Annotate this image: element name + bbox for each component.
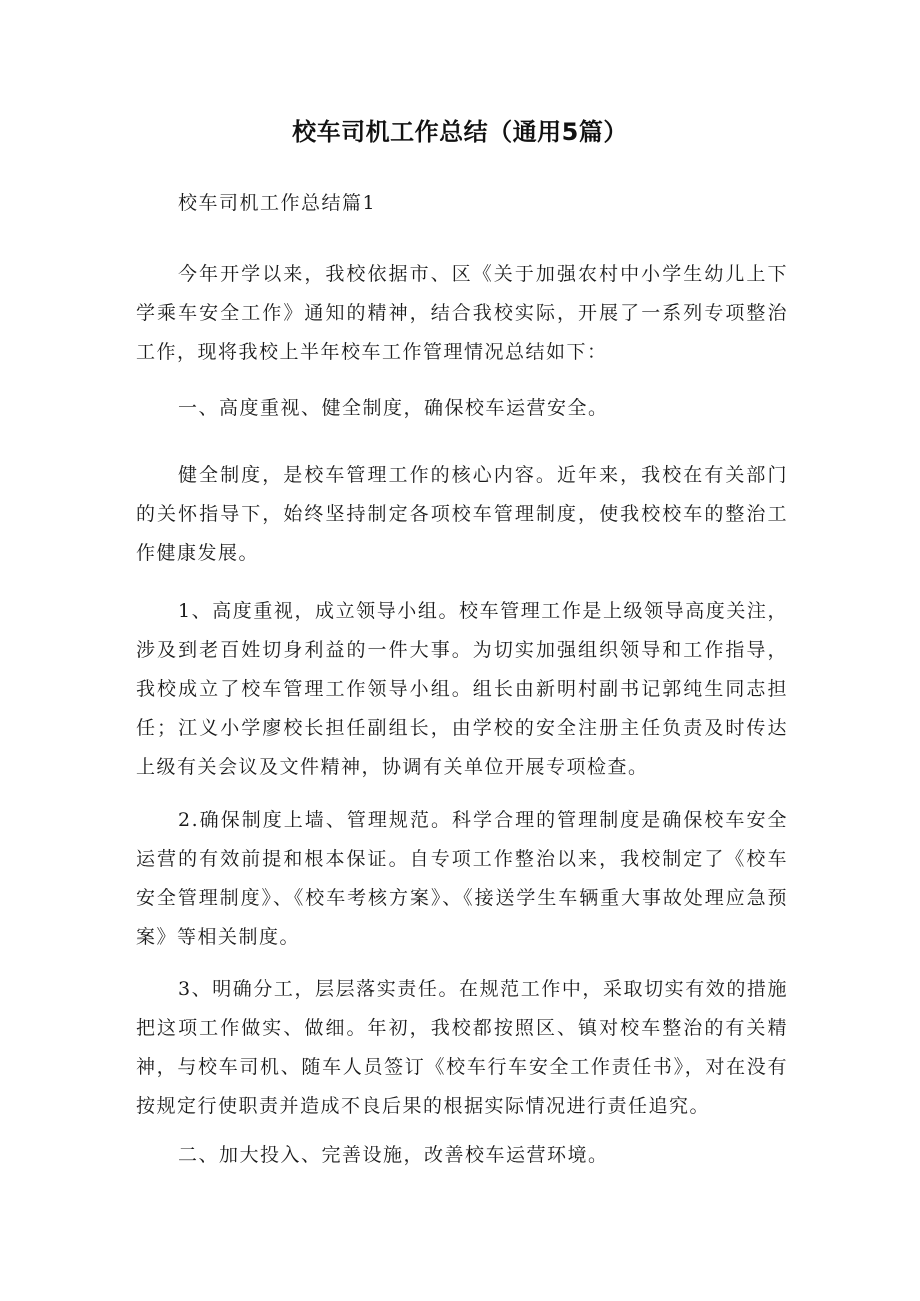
paragraph-heading-two: 二、加大投入、完善设施，改善校车运营环境。 [178,1144,609,1166]
paragraph-item-2: 2.确保制度上墙、管理规范。科学合理的管理制度是确保校车安全运营的有效前提和根本保证。自专项工作整治以来，我校制定了《校车安全管理制度》、《校车考核方案》、《接送学生车辆重大事故处理应急预案》等相关制度。 [136,809,788,948]
section-heading: 校车司机工作总结篇1 [178,192,377,214]
paragraph-item-1: 1、高度重视，成立领导小组。校车管理工作是上级领导高度关注，涉及到老百姓切身利益的一件大事。为切实加强组织领导和工作指导，我校成立了校车管理工作领导小组。组长由新明村副书记郭纯生同志担任；江义小学廖校长担任副组长，由学校的安全注册主任负责及时传达上级有关会议及文件精神，协调有关单位开展专项检查。 [136,600,788,778]
paragraph-intro: 今年开学以来，我校依据市、区《关于加强农村中小学生幼儿上下学乘车安全工作》通知的精神，结合我校实际，开展了一系列专项整治工作，现将我校上半年校车工作管理情况总结如下： [136,263,788,363]
paragraph-heading-one: 一、高度重视、健全制度，确保校车运营安全。 [178,397,609,419]
document-title: 校车司机工作总结（通用5篇） [292,118,628,146]
paragraph-system: 健全制度，是校车管理工作的核心内容。近年来，我校在有关部门的关怀指导下，始终坚持制定各项校车管理制度，使我校校车的整治工作健康发展。 [136,464,788,564]
paragraph-item-3: 3、明确分工，层层落实责任。在规范工作中，采取切实有效的措施把这项工作做实、做细。年初，我校都按照区、镇对校车整治的有关精神，与校车司机、随车人员签订《校车行车安全工作责任书》，对在没有按规定行使职责并造成不良后果的根据实际情况进行责任追究。 [136,978,788,1117]
